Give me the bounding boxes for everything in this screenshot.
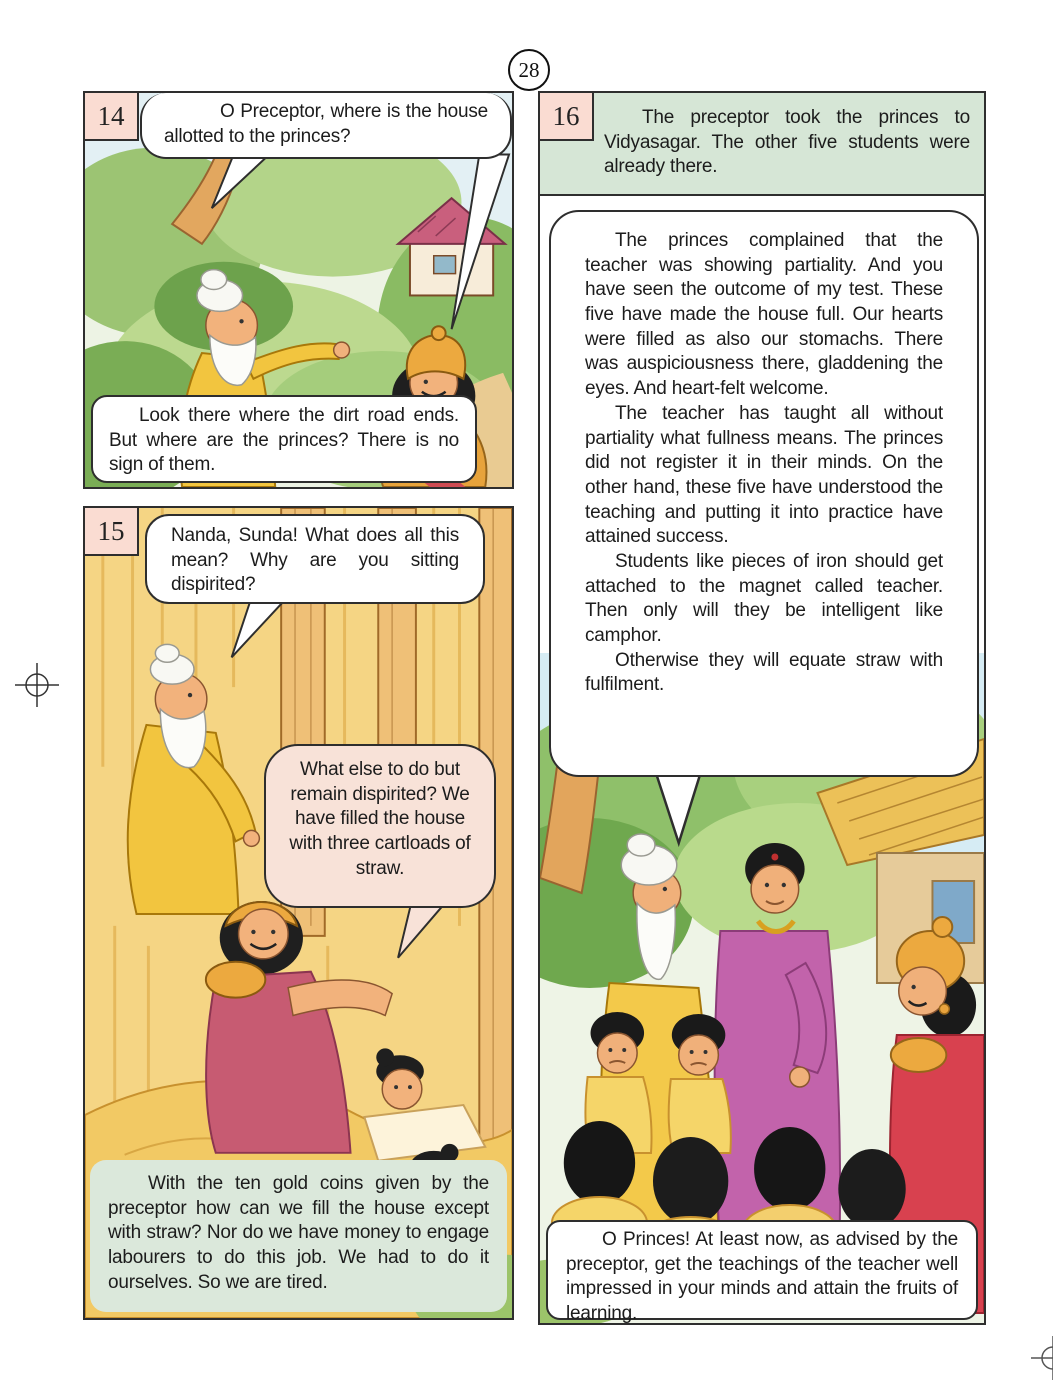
- panel-14: [83, 91, 514, 489]
- panel-16-number: 16: [538, 91, 594, 141]
- page-number-badge: [508, 49, 550, 91]
- speech-text: What else to do but remain dispirited? We have filled the house with three cartloads of straw.: [289, 759, 471, 879]
- speech-paragraph: The princes complained that the teacher was showing partiality. And you have seen the outcome of my test. These five have made the house full. Our hearts were filled as also our stomachs. There was auspiciousness there, gladdening the eyes. And heart-felt welcome.: [585, 230, 943, 400]
- panel-16: [538, 91, 986, 1325]
- panel-14-caption-bubble: [91, 395, 477, 483]
- panel-15-reply-bubble: [264, 744, 496, 908]
- panel-16-header: [540, 93, 984, 196]
- speech-text: O Preceptor, where is the house allotted to the princes?: [164, 101, 488, 147]
- panel-15: [83, 506, 514, 1320]
- panel-15-speech-bubble: [145, 514, 485, 604]
- speech-text: Nanda, Sunda! What does all this mean? Why are you sitting dispirited?: [171, 525, 459, 596]
- header-text: The preceptor took the princes to Vidyasagar. The other five students were already there.: [604, 107, 970, 178]
- panel-15-number: 15: [83, 506, 139, 556]
- panel-14-number: 14: [83, 91, 139, 141]
- panel-14-speech-bubble: [140, 93, 512, 159]
- panel-16-caption-bubble: [546, 1220, 978, 1325]
- speech-paragraph: Students like pieces of iron should get attached to the magnet called teacher. Then only will they be intelligent like camphor.: [585, 550, 943, 646]
- page-number: 28: [518, 57, 540, 82]
- speech-paragraph: Otherwise they will equate straw with fulfilment.: [585, 649, 943, 696]
- speech-paragraph: The teacher has taught all without partiality what fullness means. The princes did not register it in their minds. On the other hand, these five have understood the teaching and putting it into practice have attained success.: [585, 402, 943, 548]
- caption-text: With the ten gold coins given by the preceptor how can we fill the house except with straw? Nor do we have money to engage labourers to do this job. We had to do it ourselves. So we are tired.: [108, 1173, 489, 1293]
- crop-mark-left-icon: [15, 663, 59, 707]
- panel-15-caption-box: [90, 1160, 507, 1312]
- crop-mark-bottom-right-icon: [1031, 1336, 1053, 1380]
- caption-text: Look there where the dirt road ends. But where are the princes? There is no sign of them.: [109, 405, 459, 476]
- caption-text: O Princes! At least now, as advised by the preceptor, get the teachings of the teacher well impressed in your minds and attain the fruits of learning.: [566, 1229, 958, 1325]
- panel-16-speech-balloon: [549, 210, 979, 777]
